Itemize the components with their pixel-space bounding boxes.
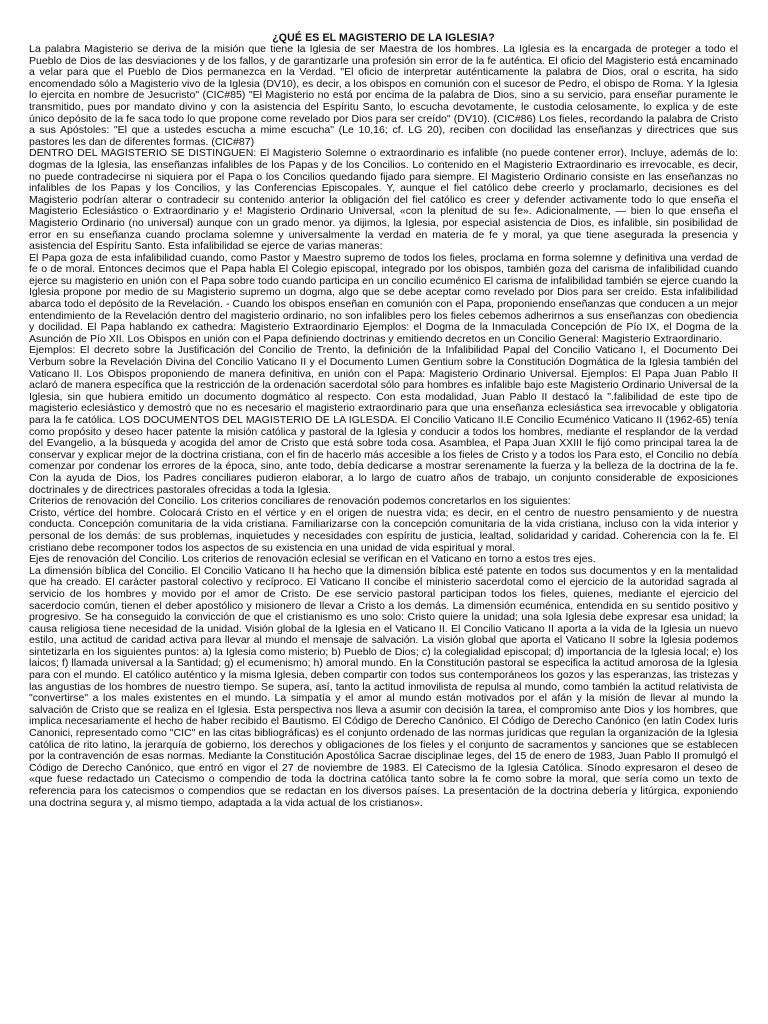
paragraph-magisterio-definition: La palabra Magisterio se deriva de la misión que tiene la Iglesia de ser Maestra de los hombres. La Iglesia es la encargada de proteger a todo el Pueblo de Dios de las desviaciones y de los fallos, y de garantizarle una profesión sin error de la fe auténtica. El oficio del Magisterio está encaminado a velar para que el Pueblo de Dios permanezca en la Verdad. "El oficio de interpretar auténticamente la palabra de Dios, oral o escrita, ha sido encomendado sólo a Magisterio vivo de la Iglesia (DV10), es decir, a los obispos en comunión con el sucesor de Pedro, el obispo de Roma. Y la Iglesia lo ejercita en nombre de Jesucristo" (CIC#85) "El Magisterio no está por encima de la palabra de Dios, sino a su servicio, para enseñar puramente le transmitido, pues por mandato divino y con la asistencia del Espíritu Santo, lo escucha devotamente, le custodia celosamente, lo explica y de este único depósito de la fe saca todo lo que propone come revelado por Dios para ser creído" (DV10). (CIC#86) Los fieles, recordando la palabra de Cristo a sus Apóstoles: "El que a ustedes escucha a mime escucha" (Le 10,16; cf. LG 20), reciben con docilidad las enseñanzas y directrices que sus pastores les dan de diferentes formas. (CIC#87): [29, 43, 738, 148]
paragraph-renewal-criteria: Cristo, vértice del hombre. Colocará Cristo en el vértice y en el origen de nuestra vida; es decir, en el centro de nuestro pensamiento y de nuestra conducta. Concepción comunitaria de la vida cristiana. Familiarizarse con la concepción comunitaria de la vida cristiana, incluso con la vida interior y personal de los demás: de sus problemas, inquietudes y necesidades con espíritu de justicia, lealtad, solidaridad y caridad. Coherencia con la fe. El cristiano debe recomponer todos los aspectos de su existencia en una unidad de vida espiritual y moral.: [29, 506, 738, 554]
paragraph-renewal-axes-intro: Ejes de renovación del Concilio. Los criterios de renovación eclesial se verifican en el Vaticano en torno a estos tres ejes.: [29, 553, 596, 566]
paragraph-renewal-criteria-intro: Criterios de renovación del Concilio. Los criterios conciliares de renovación podemos concretarlos en los siguientes:: [29, 495, 571, 508]
paragraph-examples-vatican-ii: Ejemplos: El decreto sobre la Justificación del Concilio de Trento, la definición de la Infalibilidad Papal del Concilio Vaticano I, el Documento Dei Verbum sobre la Revelación Divina del Concilio Vaticano II y el Documento Lumen Gentium sobre la Constitución Dogmática de la Iglesia también del Vaticano II. Los Obispos proponiendo de manera definitiva, en unión con el Papa: Magisterio Ordinario Universal. Ejemplos: El Papa Juan Pablo II aclaró de manera específica que la restricción de la ordenación sacerdotal sólo para hombres es infalible bajo este Magisterio Ordinario Universal de la Iglesia, sin que hubiera emitido un documento dogmático al respecto. Con esta modalidad, Juan Pablo II destacó la ".falibilidad de este tipo de magisterio eclesiástico y demostró que no es necesario el magisterio extraordinario para que una enseñanza eclesiástica sea irrevocable y obligatoria para la fe católica. LOS DOCUMENTOS DEL MAGISTERIO DE LA IGLESDA. El Concilio Vaticano II.E Concilio Ecuménico Vaticano II (1962-65) tenía como propósito y deseo hacer patente la misión católica y pastoral de la Iglesia y conducir a todos los hombres, mediante el resplandor de la verdad del Evangelio, a la búsqueda y acogida del amor de Cristo que está sobre toda cosa. Asamblea, el Papa Juan XXIII le fijó como principal tarea la de conservar y explicar mejor de la doctrina cristiana, con el fin de hacerlo más accesible a los fieles de Cristo y a todos los Para esto, el Concilio no debía comenzar por condenar los errores de la época, sino, ante todo, debía dedicarse a mostrar serenamente la fuerza y la belleza de la doctrina de la fe. Con la ayuda de Dios, los Padres conciliares pudieron elaborar, a lo largo de cuatro años de trabajo, un conjunto considerable de exposiciones doctrinales y de directrices pastorales ofrecidas a toda la Iglesia.: [29, 344, 738, 496]
document-title: ¿QUÉ ES EL MAGISTERIO DE LA IGLESIA?: [272, 32, 495, 44]
paragraph-magisterio-distinctions: DENTRO DEL MAGISTERIO SE DISTINGUEN: El Magisterio Solemne o extraordinario es infalible (no puede contener error). Incluye, además de lo: dogmas de la Iglesia, las enseñanzas infalibles de los Papas y de los Concilios. Lo contenido en el Magisterio Extraordinario es irrevocable, es decir, no puede contradecirse ni siquiera por el Papa o los Concilios quedando fijado para siempre. El Magisterio Ordinario consiste en las enseñanzas no infalibles de los Papas y los Concilios, y las Conferencias Episcopales. Y, aunque el fiel católico debe creerlo y proclamarlo, decisiones es del Magisterio podrían alterar o contradecir su contenido anterior la obligación del fiel católico es creer y defender activamente todo lo que enseña el Magisterio Eclesiástico o Extraordinario y e! Magisterio Ordinario Universal, «con la plenitud de su fe». Adicionalmente, — bien lo que enseña el Magisterio Ordinario (no universal) aunque con un grado menor. ya dijimos, la Iglesia, por especial asistencia de Dios, es infalible, sin posibilidad de error en su enseñanza cuando proclama solemne y universalmente la verdad en materia de fe y moral, ya que tiene asegurada la presencia y asistencia del Espíritu Santo. Esta infalibilidad se ejerce de varias maneras:: [29, 147, 738, 253]
paragraph-biblical-dimension: La dimensión bíblica del Concilio. El Concilio Vaticano II ha hecho que la dimensión bíblica esté patente en todos sus documentos y en la mentalidad que ha creado. El carácter pastoral colectivo y recíproco. El Vaticano II concibe el ministerio sacerdotal como el ejercicio de la autoridad sagrada al servicio de los hombres y movido por el amor de Cristo. De ese servicio pastoral participan todos los fieles, quienes, mediante el ejercicio del sacerdocio común, tienen el deber apostólico y misionero de llevar a Cristo a los demás. La dimensión ecuménica, entendida en su sentido positivo y progresivo. Se ha conseguido la convicción de que el cristianismo es uno solo: Cristo quiere la unidad; una sola Iglesia debe expresar esa unidad; la causa religiosa tiene necesidad de la unidad. Visión global de la Iglesia en el Vaticano II. El Concilio Vaticano II aporta a la vida de la Iglesia un nuevo estilo, una actitud de caridad activa para llevar al mundo el mensaje de salvación. La visión global que aporta el Vaticano II sobre la Iglesia podemos sintetizarla en los siguientes puntos: a) la Iglesia como misterio; b) Pueblo de Dios; c) la colegialidad episcopal; d) importancia de la Iglesia local; e) los laicos; f) llamada universal a la Santidad; g) el ecumenismo; h) amoral mundo. En la Constitución pastoral se especifica la actitud amorosa de la Iglesia para con el mundo. El católico auténtico y la misma Iglesia, deben compartir con todos sus contemporáneos los gozos y las esperanzas, las tristezas y las angustias de los hombres de nuestro tiempo. Se supera, así, tanto la actitud inmovilista de repulsa al mundo, como también la actitud relativista de "convertirse" a los males existentes en el mundo. La simpatía y el amor al mundo están motivados por el afán y la misión de llevar al mundo la salvación de Cristo que se realiza en el Iglesia. Esta perspectiva nos lleva a asumir con decisión la tarea, el compromiso ante Dios y los hombres, que implica necesariamente el hecho de haber recibido el Bautismo. El Código de Derecho Canónico. El Código de Derecho Canónico (en latín Codex Iuris Canonici, representado como "CIC" en las citas bibliográficas) es el conjunto ordenado de las normas jurídicas que regulan la organización de la Iglesia católica de rito latino, la jerarquía de gobierno, los derechos y obligaciones de los fieles y el conjunto de sacramentos y sanciones que se establecen por la contravención de esas normas. Mediante la Constitución Apostólica Sacrae disciplinae leges, del 15 de enero de 1983, Juan Pablo II promulgó el Código de Derecho Canónico, que entró en vigor el 27 de noviembre de 1983. El Catecismo de la Iglesia Católica. Sínodo expresaron el deseo de «que fuese redactado un Catecismo o compendio de toda la doctrina católica tanto sobre la fe como sobre la moral, que sería como un texto de referencia para los catecismos o compendios que se redactan en los diversos países. La presentación de la doctrina debería y litúrgica, exponiendo una doctrina segura y, al mismo tiempo, adaptada a la vida actual de los cristianos».: [29, 564, 738, 809]
paragraph-papal-infallibility: El Papa goza de esta infalibilidad cuando, como Pastor y Maestro supremo de todos los fieles, proclama en forma solemne y definitiva una verdad de fe o de moral. Entonces decimos que el Papa habla El Colegio episcopal, integrado por los obispos, también goza del carisma de infalibilidad cuando ejerce su magisterio en unión con el Papa sobre todo cuando participa en un concilio ecuménico El carisma de infalibilidad también se ejerce cuando la Iglesia propone por medio de su Magisterio supremo un dogma, algo que se debe aceptar como revelado por Dios para ser creído. Esta infalibilidad abarca todo el depósito de la Revelación. - Cuando los obispos enseñan en comunión con el Papa, proponiendo enseñanzas que conducen a un mejor entendimiento de la Revelación dentro del magisterio ordinario, no son infalibles pero los fieles cebemos adherirnos a sus enseñanzas con obediencia y docilidad. El Papa hablando ex cathedra: Magisterio Extraordinario Ejemplos: el Dogma de la Inmaculada Concepción de Pío IX, el Dogma de la Asunción de Pío XII. Los Obispos en unión con el Papa definiendo doctrinas y emitiendo decretos en un Concilio General: Magisterio Extraordinario.: [29, 251, 738, 345]
